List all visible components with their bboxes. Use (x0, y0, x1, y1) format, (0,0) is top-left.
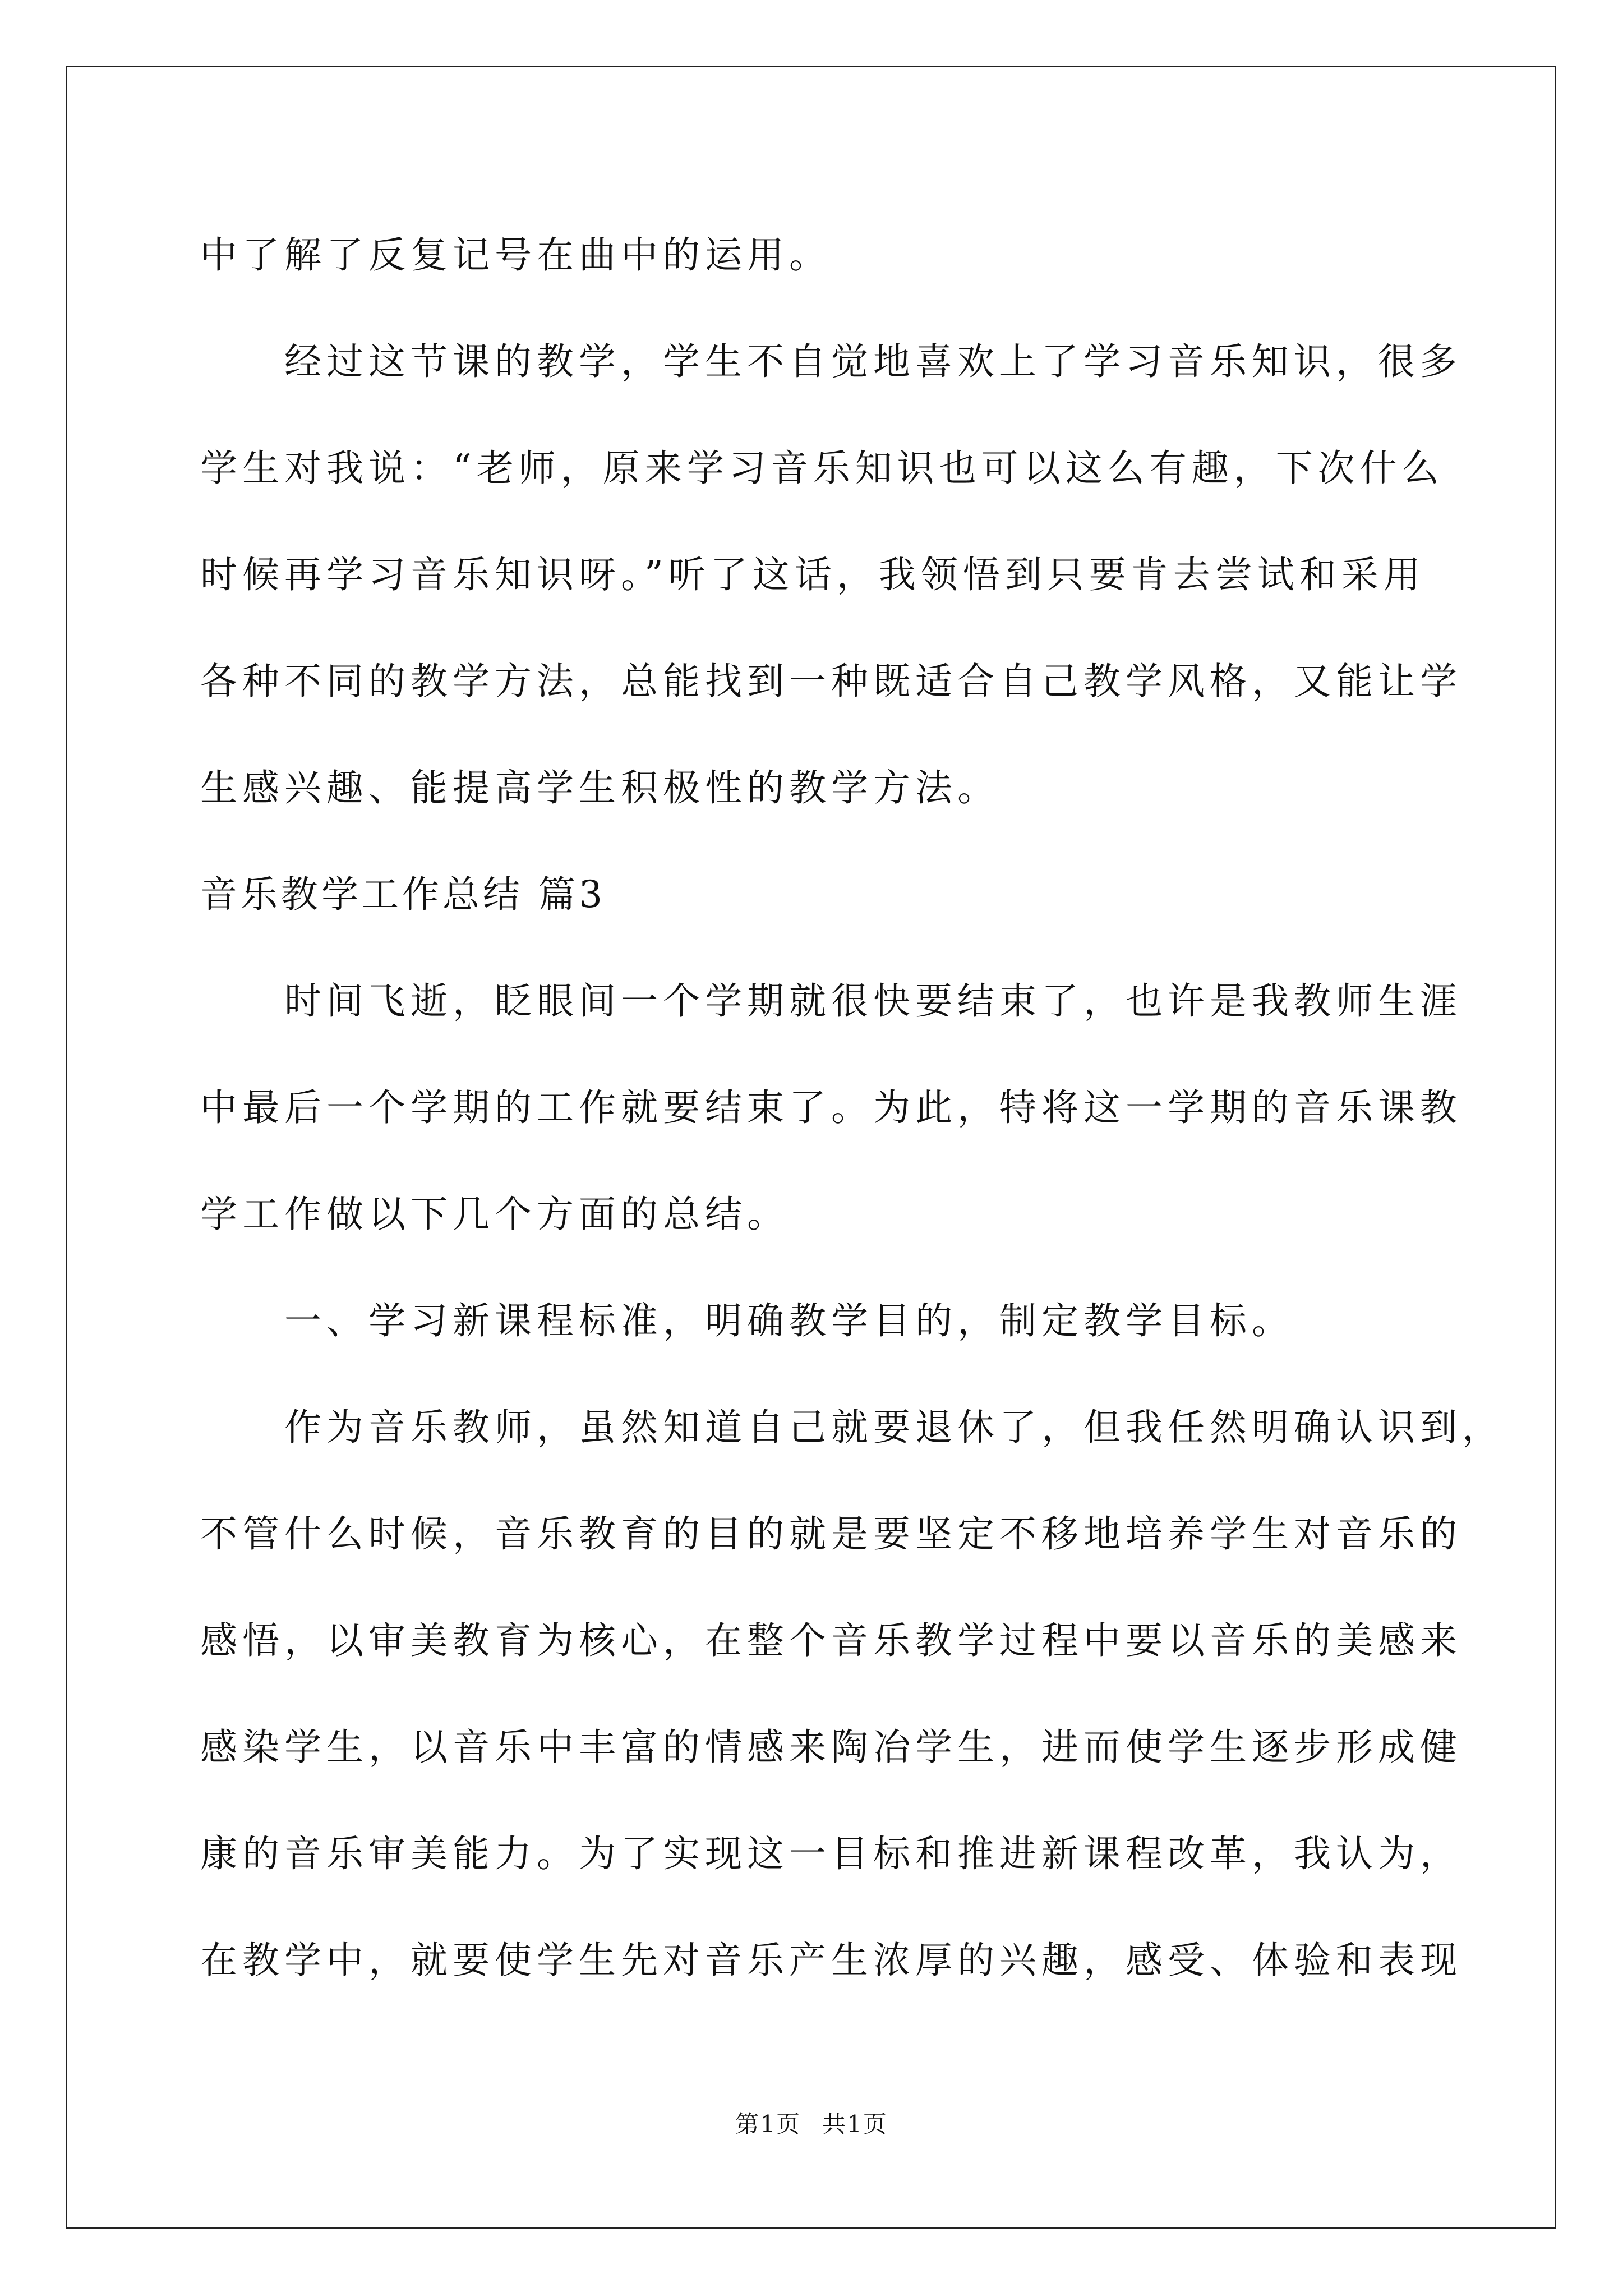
text-line: 学工作做以下几个方面的总结。 (200, 1193, 789, 1236)
page-number-current: 第1页 (735, 2110, 801, 2138)
text-line: 中了解了反复记号在曲中的运用。 (200, 233, 831, 277)
text-line: 各种不同的教学方法，总能找到一种既适合自己教学风格，又能让学 (200, 660, 1462, 703)
text-line: 不管什么时候，音乐教育的目的就是要坚定不移地培养学生对音乐的 (200, 1512, 1462, 1556)
page-number-total: 共1页 (822, 2110, 888, 2138)
text-line: 作为音乐教师，虽然知道自己就要退休了，但我任然明确认识到， (284, 1406, 1504, 1449)
text-line: 感染学生，以音乐中丰富的情感来陶冶学生，进而使学生逐步形成健 (200, 1726, 1462, 1769)
text-line: 生感兴趣、能提高学生积极性的教学方法。 (200, 766, 999, 809)
text-line: 感悟，以审美教育为核心，在整个音乐教学过程中要以音乐的美感来 (200, 1619, 1462, 1662)
text-line: 一、学习新课程标准，明确教学目的，制定教学目标。 (284, 1299, 1294, 1342)
text-line: 在教学中，就要使学生先对音乐产生浓厚的兴趣，感受、体验和表现 (200, 1939, 1462, 1982)
text-line: 康的音乐审美能力。为了实现这一目标和推进新课程改革，我认为， (200, 1832, 1462, 1875)
text-line: 学生对我说：“老师，原来学习音乐知识也可以这么有趣，下次什么 (200, 447, 1444, 490)
text-line: 时候再学习音乐知识呀。”听了这话，我领悟到只要肯去尝试和采用 (200, 553, 1426, 596)
text-line: 中最后一个学期的工作就要结束了。为此，特将这一学期的音乐课教 (200, 1086, 1462, 1129)
text-line: 时间飞逝，眨眼间一个学期就很快要结束了，也许是我教师生涯 (284, 979, 1462, 1023)
document-body (200, 202, 1504, 2014)
page-footer (0, 2106, 1623, 2139)
text-line: 经过这节课的教学，学生不自觉地喜欢上了学习音乐知识，很多 (284, 340, 1462, 383)
section-heading: 音乐教学工作总结 篇3 (200, 873, 606, 916)
